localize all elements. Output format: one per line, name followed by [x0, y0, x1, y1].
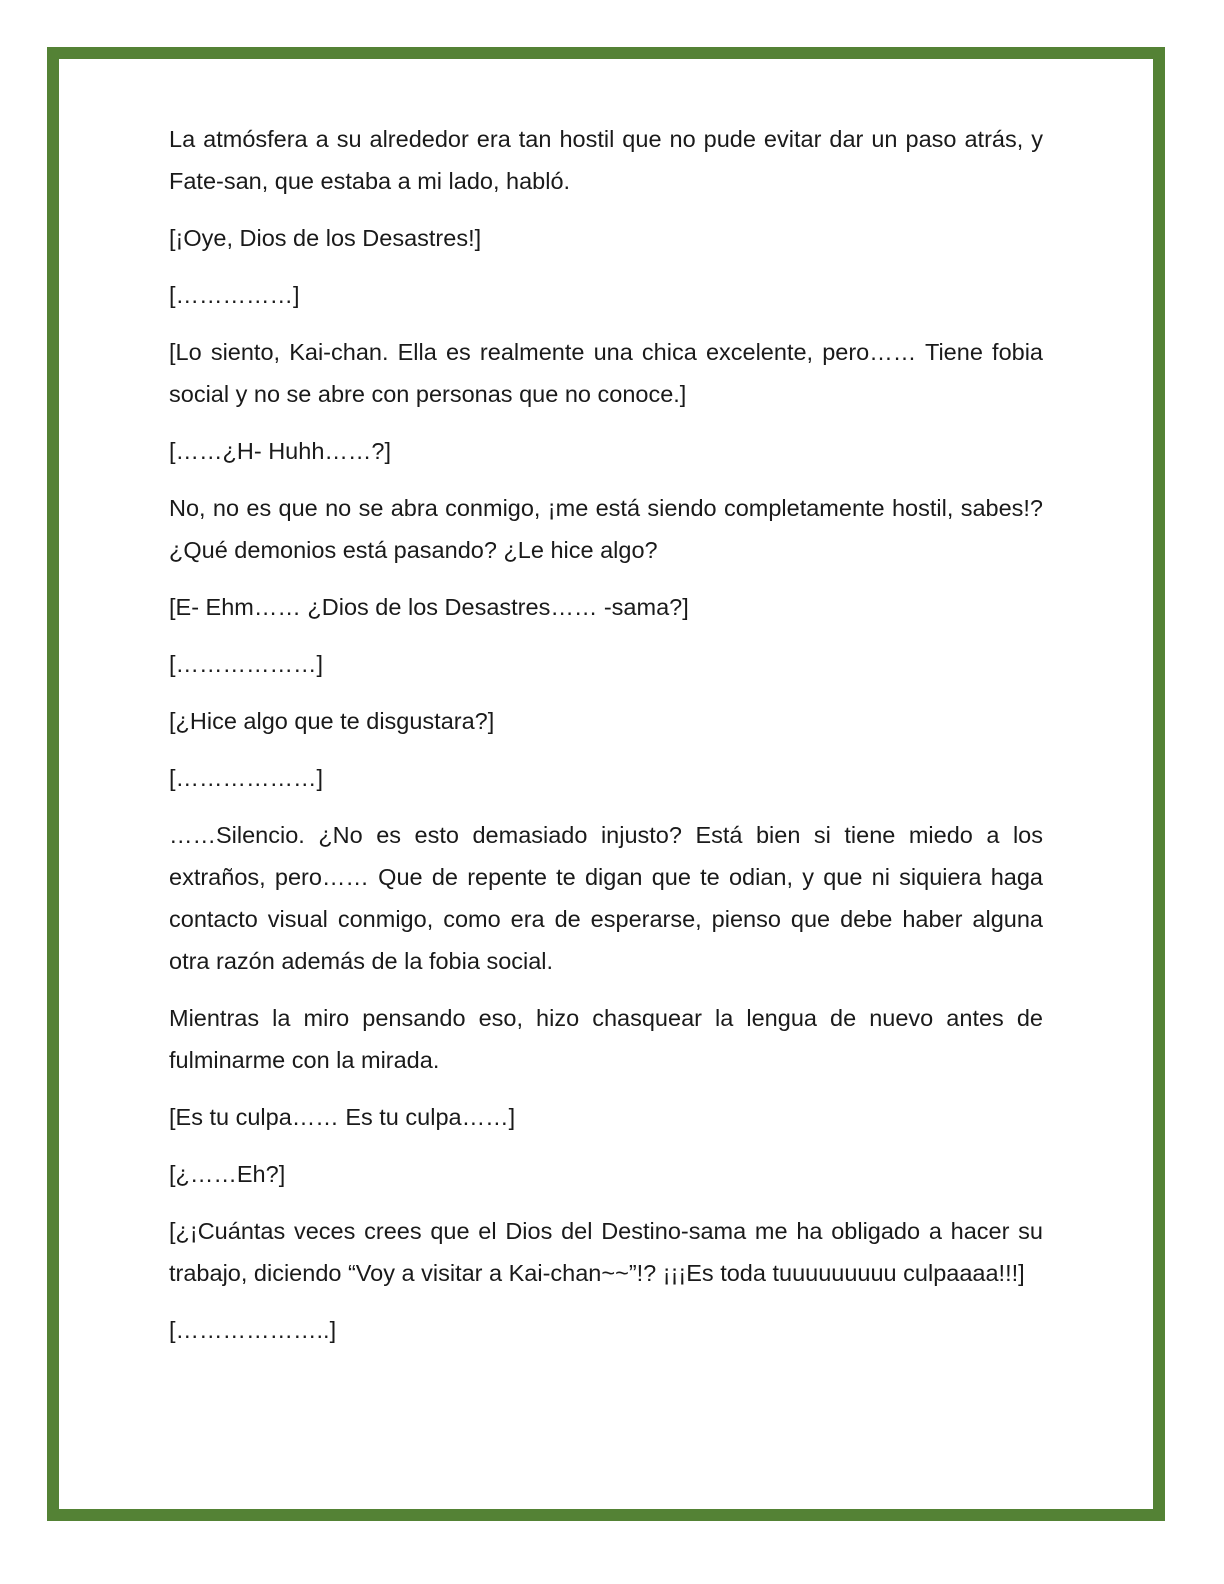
- paragraph-5: [……¿H- Huhh……?]: [169, 438, 391, 464]
- document-body: [169, 118, 1043, 1366]
- paragraph-11: ……Silencio. ¿No es esto demasiado injusto? Está bien si tiene miedo a los extraños, pero…… Que de repente te digan que te odian, y que ni siquiera haga contacto visual conmigo, como era de esperarse, pienso que debe haber alguna otra razón además de la fobia social.: [169, 822, 1043, 974]
- paragraph-14: [¿……Eh?]: [169, 1161, 286, 1187]
- paragraph-4: [Lo siento, Kai-chan. Ella es realmente una chica excelente, pero…… Tiene fobia social y no se abre con personas que no conoce.]: [169, 339, 1043, 407]
- paragraph-15: [¿¡Cuántas veces crees que el Dios del Destino-sama me ha obligado a hacer su trabajo, diciendo “Voy a visitar a Kai-chan~~”!? ¡¡¡Es toda tuuuuuuuuu culpaaaa!!!]: [169, 1218, 1043, 1286]
- paragraph-3: [……………]: [169, 282, 300, 308]
- paragraph-13: [Es tu culpa…… Es tu culpa……]: [169, 1104, 516, 1130]
- paragraph-10: [………………]: [169, 765, 324, 791]
- paragraph-8: [………………]: [169, 651, 324, 677]
- paragraph-1: La atmósfera a su alrededor era tan hostil que no pude evitar dar un paso atrás, y Fate-san, que estaba a mi lado, habló.: [169, 126, 1043, 194]
- paragraph-7: [E- Ehm…… ¿Dios de los Desastres…… -sama?]: [169, 594, 689, 620]
- paragraph-2: [¡Oye, Dios de los Desastres!]: [169, 225, 482, 251]
- paragraph-12: Mientras la miro pensando eso, hizo chasquear la lengua de nuevo antes de fulminarme con la mirada.: [169, 1005, 1043, 1073]
- paragraph-9: [¿Hice algo que te disgustara?]: [169, 708, 495, 734]
- paragraph-6: No, no es que no se abra conmigo, ¡me está siendo completamente hostil, sabes!? ¿Qué demonios está pasando? ¿Le hice algo?: [169, 495, 1043, 563]
- paragraph-16: [………………..]: [169, 1317, 337, 1343]
